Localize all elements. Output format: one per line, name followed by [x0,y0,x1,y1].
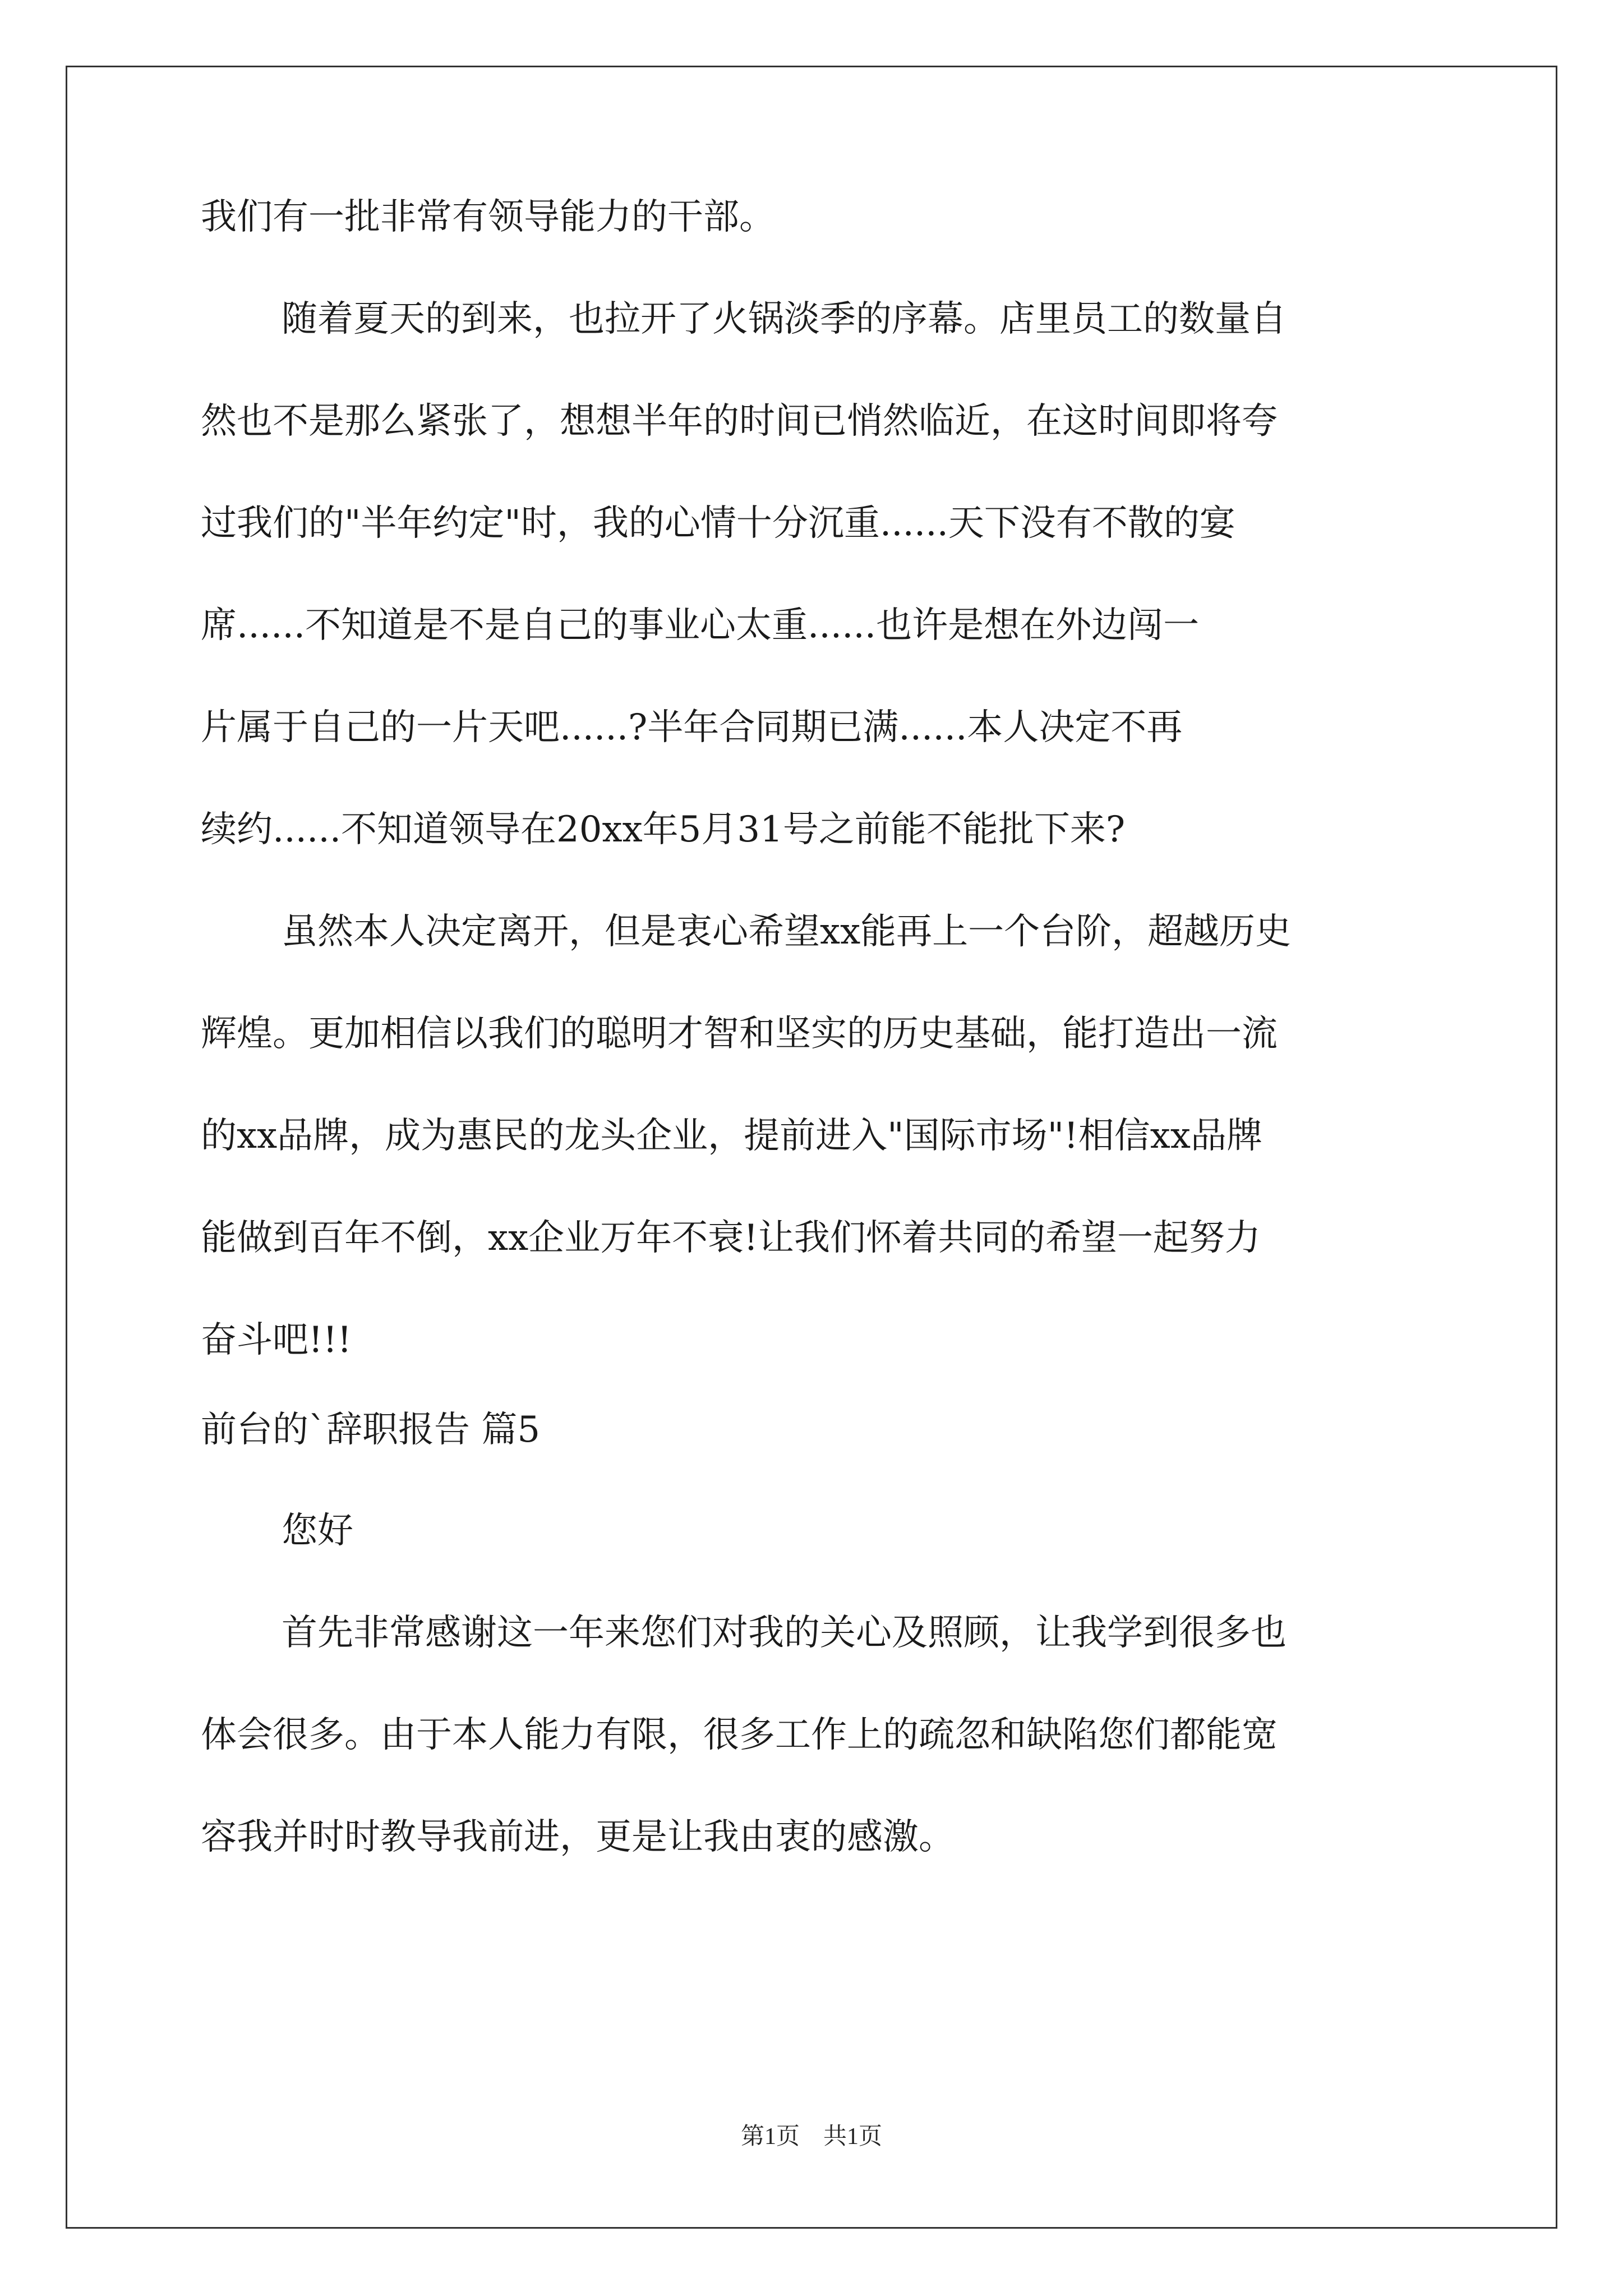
paragraph-line: 然也不是那么紧张了，想想半年的时间已悄然临近，在这时间即将夸 [201,401,1278,442]
paragraph-line: 我们有一批非常有领导能力的干部。 [201,196,775,238]
salutation: 您好 [282,1510,353,1552]
paragraph-line: 能做到百年不倒，xx企业万年不衰!让我们怀着共同的希望一起努力 [201,1217,1261,1259]
paragraph-line: 体会很多。由于本人能力有限，很多工作上的疏忽和缺陷您们都能宽 [201,1714,1278,1756]
page-number-footer: 第1页 共1页 [740,2124,882,2150]
paragraph-line: 容我并时时教导我前进，更是让我由衷的感激。 [201,1816,955,1858]
paragraph-line: 虽然本人决定离开，但是衷心希望xx能再上一个台阶，超越历史 [282,911,1292,953]
paragraph-line: 过我们的"半年约定"时，我的心情十分沉重......天下没有不散的宴 [201,503,1235,544]
paragraph-line: 续约......不知道领导在20xx年5月31号之前能不能批下来? [201,809,1126,850]
paragraph-line: 首先非常感谢这一年来您们对我的关心及照顾，让我学到很多也 [282,1612,1287,1654]
paragraph-line: 的xx品牌，成为惠民的龙头企业，提前进入"国际市场"!相信xx品牌 [201,1115,1262,1157]
section-heading: 前台的`辞职报告 篇5 [201,1409,541,1451]
paragraph-line: 随着夏天的到来，也拉开了火锅淡季的序幕。店里员工的数量自 [282,298,1287,340]
paragraph-line: 片属于自己的一片天吧......?半年合同期已满......本人决定不再 [201,707,1183,748]
paragraph-line: 辉煌。更加相信以我们的聪明才智和坚实的历史基础，能打造出一流 [201,1013,1278,1055]
paragraph-line: 席......不知道是不是自己的事业心太重......也许是想在外边闯一 [201,605,1200,646]
paragraph-line: 奋斗吧!!! [201,1319,352,1361]
